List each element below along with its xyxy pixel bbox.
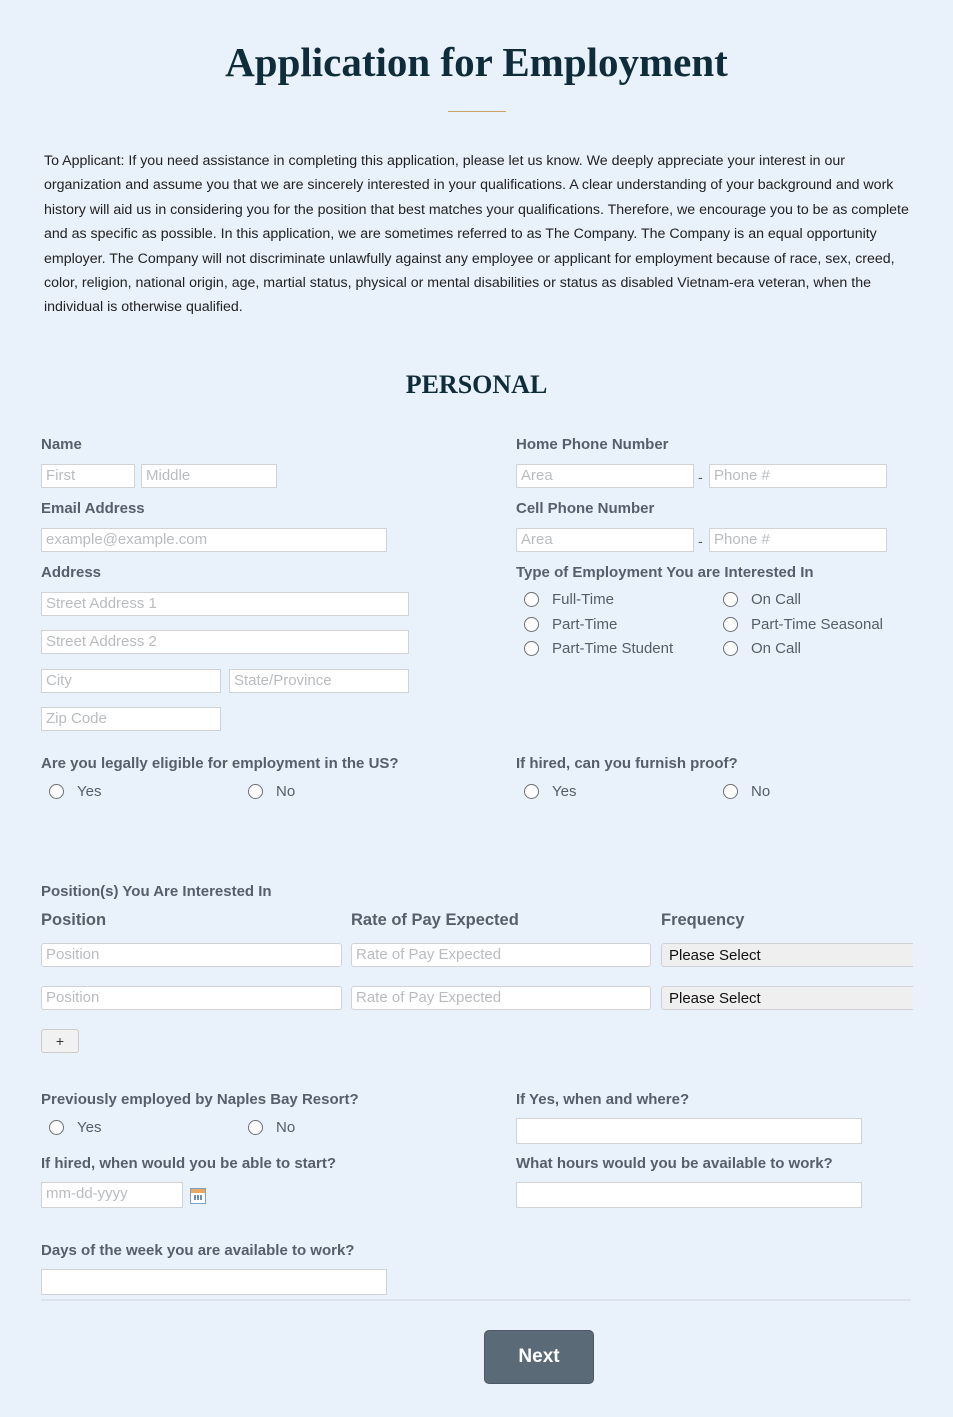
radio-label: Yes (77, 1119, 102, 1136)
radio-circle[interactable] (524, 784, 539, 799)
city-input[interactable]: City (41, 669, 221, 693)
when-where-label: If Yes, when and where? (516, 1091, 690, 1108)
proof-label: If hired, can you furnish proof? (516, 755, 738, 772)
eligible-no[interactable] (248, 783, 295, 800)
radio-part-time[interactable] (524, 616, 617, 633)
hours-input[interactable] (516, 1182, 862, 1208)
radio-label: No (276, 1119, 296, 1136)
radio-circle[interactable] (49, 784, 64, 799)
radio-label: No (276, 783, 296, 800)
previous-no[interactable] (248, 1119, 295, 1136)
days-input[interactable] (41, 1269, 387, 1295)
middle-name-input[interactable]: Middle (141, 464, 277, 488)
rate-input-1[interactable]: Rate of Pay Expected (351, 943, 651, 967)
state-input[interactable]: State/Province (229, 669, 409, 693)
page-title: Application for Employment (225, 39, 728, 85)
radio-circle[interactable] (524, 641, 539, 656)
first-name-input[interactable]: First (41, 464, 135, 488)
col-position: Position (41, 911, 107, 929)
positions-label: Position(s) You Are Interested In (41, 883, 272, 900)
home-area-input[interactable]: Area (516, 464, 694, 488)
phone-separator: - (698, 533, 703, 549)
when-where-input[interactable] (516, 1118, 862, 1144)
col-rate: Rate of Pay Expected (351, 911, 519, 929)
eligible-yes[interactable] (49, 783, 101, 800)
rate-input-2[interactable]: Rate of Pay Expected (351, 986, 651, 1010)
employment-type-label: Type of Employment You are Interested In (516, 564, 814, 581)
radio-on-call[interactable] (723, 591, 801, 608)
email-label: Email Address (41, 500, 145, 517)
add-row-button[interactable]: + (41, 1029, 79, 1053)
cell-phone-label: Cell Phone Number (516, 500, 655, 517)
zip-input[interactable]: Zip Code (41, 707, 221, 731)
start-label: If hired, when would you be able to start? (41, 1155, 337, 1172)
start-date-input[interactable]: mm-dd-yyyy (41, 1182, 183, 1208)
radio-circle[interactable] (723, 784, 738, 799)
radio-label: On Call (751, 640, 802, 657)
radio-label: Full-Time (552, 591, 614, 608)
radio-full-time[interactable] (524, 591, 614, 608)
radio-label: Yes (77, 783, 102, 800)
street2-input[interactable]: Street Address 2 (41, 630, 409, 654)
previous-yes[interactable] (49, 1119, 101, 1136)
name-label: Name (41, 436, 82, 453)
divider (41, 1299, 911, 1301)
street1-input[interactable]: Street Address 1 (41, 592, 409, 616)
radio-circle[interactable] (248, 784, 263, 799)
radio-circle[interactable] (524, 592, 539, 607)
radio-label: Part-Time (552, 616, 618, 633)
radio-circle[interactable] (524, 617, 539, 632)
position-input-1[interactable]: Position (41, 943, 342, 967)
calendar-icon[interactable] (190, 1188, 206, 1204)
phone-separator: - (698, 469, 703, 485)
cell-area-input[interactable]: Area (516, 528, 694, 552)
radio-circle[interactable] (723, 617, 738, 632)
radio-label: Yes (552, 783, 577, 800)
section-title: PERSONAL (405, 370, 548, 399)
radio-label: Part-Time Seasonal (751, 616, 883, 633)
radio-circle[interactable] (723, 592, 738, 607)
frequency-select-1[interactable]: Please Select (661, 943, 913, 967)
radio-label: Part-Time Student (552, 640, 674, 657)
home-phone-label: Home Phone Number (516, 436, 669, 453)
home-phone-input[interactable]: Phone # (709, 464, 887, 488)
radio-circle[interactable] (248, 1120, 263, 1135)
title-divider (448, 111, 506, 112)
radio-part-time-seasonal[interactable] (723, 616, 883, 633)
days-label: Days of the week you are available to work? (41, 1242, 355, 1259)
proof-no[interactable] (723, 783, 770, 800)
frequency-select-2[interactable]: Please Select (661, 986, 913, 1010)
previous-label: Previously employed by Naples Bay Resort? (41, 1091, 359, 1108)
col-frequency: Frequency (661, 911, 745, 929)
eligible-label: Are you legally eligible for employment in the US? (41, 755, 399, 772)
proof-yes[interactable] (524, 783, 576, 800)
intro-text: To Applicant: If you need assistance in completing this application, please let us know. We deeply appreciate your interest in our organization and assume you that we are sincerely interested in your qualifications. A clear understanding of your background and work history will aid us in considering you for the position that best matches your qualifications. Therefore, we encourage you to be as complete and as specific as possible. In this application, we are sometimes referred to as The Company. The Company is an equal opportunity employer. The Company will not discriminate unlawfully against any employee or applicant for employment because of race, sex, creed, color, religion, national origin, age, martial status, physical or mental disabilities or status as disabled Vietnam-era veteran, when the individual is otherwise qualified. (44, 153, 909, 316)
hours-label: What hours would you be available to work? (516, 1155, 833, 1172)
position-input-2[interactable]: Position (41, 986, 342, 1010)
radio-circle[interactable] (49, 1120, 64, 1135)
radio-label: On Call (751, 591, 802, 608)
next-button[interactable]: Next (484, 1330, 594, 1384)
cell-phone-input[interactable]: Phone # (709, 528, 887, 552)
address-label: Address (41, 564, 102, 581)
radio-label: No (751, 783, 771, 800)
radio-circle[interactable] (723, 641, 738, 656)
radio-on-call-2[interactable] (723, 640, 801, 657)
email-input[interactable]: example@example.com (41, 528, 387, 552)
radio-part-time-student[interactable] (524, 640, 673, 657)
